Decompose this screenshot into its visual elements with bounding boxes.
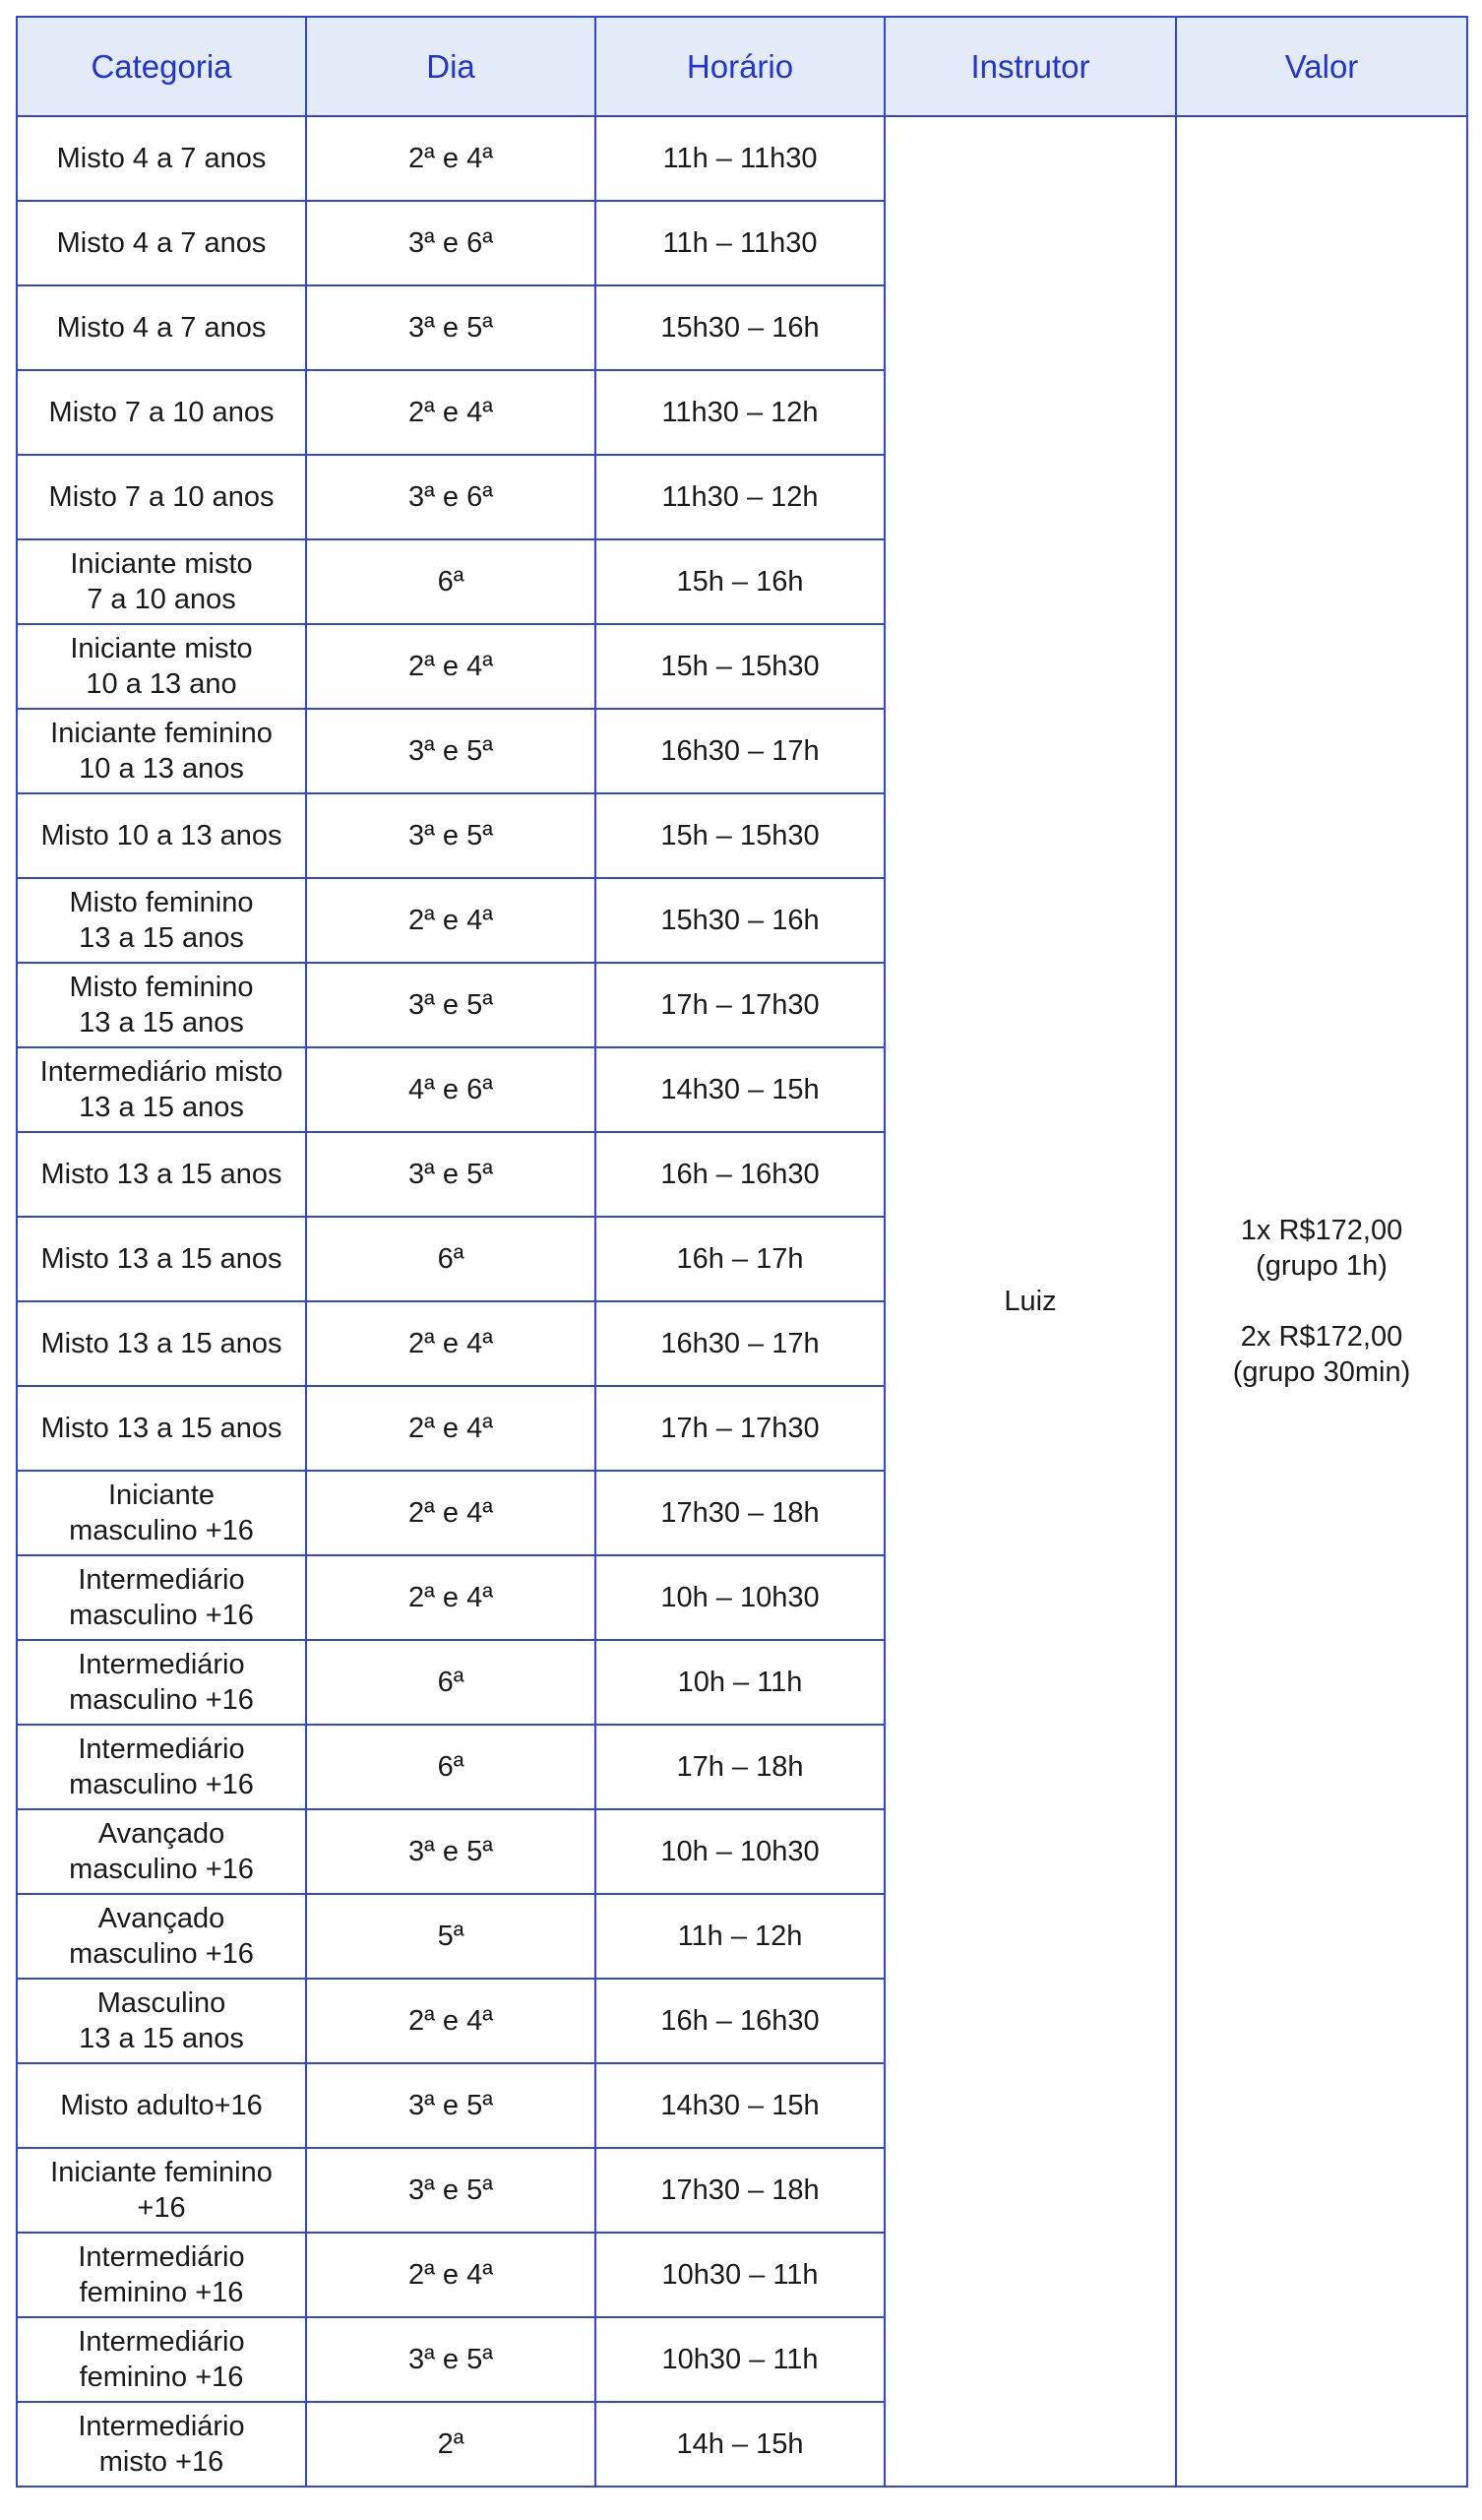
horario-cell: 15h – 15h30 bbox=[595, 624, 885, 709]
horario-cell: 14h30 – 15h bbox=[595, 2063, 885, 2148]
horario-cell: 17h30 – 18h bbox=[595, 2148, 885, 2233]
dia-cell: 2ª e 4ª bbox=[306, 2233, 595, 2317]
dia-cell: 3ª e 5ª bbox=[306, 709, 595, 793]
horario-cell: 15h30 – 16h bbox=[595, 878, 885, 963]
dia-cell: 3ª e 5ª bbox=[306, 2317, 595, 2402]
categoria-cell: Intermediário masculino +16 bbox=[17, 1640, 306, 1725]
dia-cell: 3ª e 5ª bbox=[306, 2148, 595, 2233]
horario-cell: 16h30 – 17h bbox=[595, 709, 885, 793]
dia-cell: 3ª e 5ª bbox=[306, 2063, 595, 2148]
header-dia: Dia bbox=[306, 17, 595, 116]
header-categoria: Categoria bbox=[17, 17, 306, 116]
dia-cell: 5ª bbox=[306, 1894, 595, 1979]
dia-cell: 2ª e 4ª bbox=[306, 1386, 595, 1471]
dia-cell: 3ª e 5ª bbox=[306, 1809, 595, 1894]
categoria-cell: Misto adulto+16 bbox=[17, 2063, 306, 2148]
categoria-cell: Intermediário misto 13 a 15 anos bbox=[17, 1047, 306, 1132]
categoria-cell: Misto feminino 13 a 15 anos bbox=[17, 963, 306, 1047]
dia-cell: 6ª bbox=[306, 1725, 595, 1809]
categoria-cell: Misto 13 a 15 anos bbox=[17, 1217, 306, 1301]
categoria-cell: Misto 4 a 7 anos bbox=[17, 201, 306, 285]
horario-cell: 17h – 17h30 bbox=[595, 1386, 885, 1471]
table-row bbox=[17, 116, 1467, 201]
dia-cell: 6ª bbox=[306, 1640, 595, 1725]
dia-cell: 3ª e 5ª bbox=[306, 963, 595, 1047]
schedule-table bbox=[16, 16, 1468, 2488]
categoria-cell: Misto feminino 13 a 15 anos bbox=[17, 878, 306, 963]
categoria-cell: Misto 10 a 13 anos bbox=[17, 793, 306, 878]
horario-cell: 16h – 17h bbox=[595, 1217, 885, 1301]
instrutor-cell: Luiz bbox=[885, 116, 1176, 2487]
horario-cell: 14h30 – 15h bbox=[595, 1047, 885, 1132]
horario-cell: 11h – 11h30 bbox=[595, 201, 885, 285]
horario-cell: 10h30 – 11h bbox=[595, 2317, 885, 2402]
categoria-cell: Avançado masculino +16 bbox=[17, 1809, 306, 1894]
dia-cell: 2ª bbox=[306, 2402, 595, 2487]
categoria-cell: Iniciante misto 10 a 13 ano bbox=[17, 624, 306, 709]
horario-cell: 11h30 – 12h bbox=[595, 370, 885, 455]
categoria-cell: Intermediário masculino +16 bbox=[17, 1725, 306, 1809]
categoria-cell: Masculino 13 a 15 anos bbox=[17, 1979, 306, 2063]
categoria-cell: Intermediário feminino +16 bbox=[17, 2233, 306, 2317]
header-valor: Valor bbox=[1176, 17, 1467, 116]
categoria-cell: Misto 4 a 7 anos bbox=[17, 285, 306, 370]
dia-cell: 6ª bbox=[306, 539, 595, 624]
categoria-cell: Iniciante masculino +16 bbox=[17, 1471, 306, 1555]
dia-cell: 2ª e 4ª bbox=[306, 1301, 595, 1386]
horario-cell: 17h – 18h bbox=[595, 1725, 885, 1809]
header-horario: Horário bbox=[595, 17, 885, 116]
categoria-cell: Misto 7 a 10 anos bbox=[17, 455, 306, 539]
categoria-cell: Intermediário feminino +16 bbox=[17, 2317, 306, 2402]
dia-cell: 3ª e 5ª bbox=[306, 793, 595, 878]
categoria-cell: Avançado masculino +16 bbox=[17, 1894, 306, 1979]
categoria-cell: Iniciante feminino 10 a 13 anos bbox=[17, 709, 306, 793]
horario-cell: 15h – 15h30 bbox=[595, 793, 885, 878]
dia-cell: 2ª e 4ª bbox=[306, 1555, 595, 1640]
dia-cell: 3ª e 6ª bbox=[306, 455, 595, 539]
dia-cell: 2ª e 4ª bbox=[306, 624, 595, 709]
header-instrutor: Instrutor bbox=[885, 17, 1176, 116]
dia-cell: 3ª e 5ª bbox=[306, 1132, 595, 1217]
categoria-cell: Iniciante misto 7 a 10 anos bbox=[17, 539, 306, 624]
horario-cell: 10h – 10h30 bbox=[595, 1809, 885, 1894]
dia-cell: 3ª e 6ª bbox=[306, 201, 595, 285]
categoria-cell: Intermediário masculino +16 bbox=[17, 1555, 306, 1640]
dia-cell: 2ª e 4ª bbox=[306, 1979, 595, 2063]
horario-cell: 11h – 11h30 bbox=[595, 116, 885, 201]
categoria-cell: Intermediário misto +16 bbox=[17, 2402, 306, 2487]
dia-cell: 2ª e 4ª bbox=[306, 878, 595, 963]
dia-cell: 4ª e 6ª bbox=[306, 1047, 595, 1132]
horario-cell: 17h30 – 18h bbox=[595, 1471, 885, 1555]
horario-cell: 10h30 – 11h bbox=[595, 2233, 885, 2317]
dia-cell: 2ª e 4ª bbox=[306, 1471, 595, 1555]
horario-cell: 16h – 16h30 bbox=[595, 1132, 885, 1217]
horario-cell: 14h – 15h bbox=[595, 2402, 885, 2487]
horario-cell: 16h – 16h30 bbox=[595, 1979, 885, 2063]
horario-cell: 16h30 – 17h bbox=[595, 1301, 885, 1386]
dia-cell: 6ª bbox=[306, 1217, 595, 1301]
header-row bbox=[17, 17, 1467, 116]
categoria-cell: Misto 4 a 7 anos bbox=[17, 116, 306, 201]
horario-cell: 11h30 – 12h bbox=[595, 455, 885, 539]
horario-cell: 15h – 16h bbox=[595, 539, 885, 624]
categoria-cell: Misto 7 a 10 anos bbox=[17, 370, 306, 455]
dia-cell: 2ª e 4ª bbox=[306, 116, 595, 201]
categoria-cell: Misto 13 a 15 anos bbox=[17, 1132, 306, 1217]
categoria-cell: Misto 13 a 15 anos bbox=[17, 1301, 306, 1386]
categoria-cell: Misto 13 a 15 anos bbox=[17, 1386, 306, 1471]
horario-cell: 10h – 11h bbox=[595, 1640, 885, 1725]
horario-cell: 10h – 10h30 bbox=[595, 1555, 885, 1640]
dia-cell: 3ª e 5ª bbox=[306, 285, 595, 370]
schedule-body bbox=[17, 116, 1467, 2487]
horario-cell: 15h30 – 16h bbox=[595, 285, 885, 370]
horario-cell: 17h – 17h30 bbox=[595, 963, 885, 1047]
horario-cell: 11h – 12h bbox=[595, 1894, 885, 1979]
valor-cell: 1x R$172,00 (grupo 1h) 2x R$172,00 (grupo 30min) bbox=[1176, 116, 1467, 2487]
categoria-cell: Iniciante feminino +16 bbox=[17, 2148, 306, 2233]
dia-cell: 2ª e 4ª bbox=[306, 370, 595, 455]
